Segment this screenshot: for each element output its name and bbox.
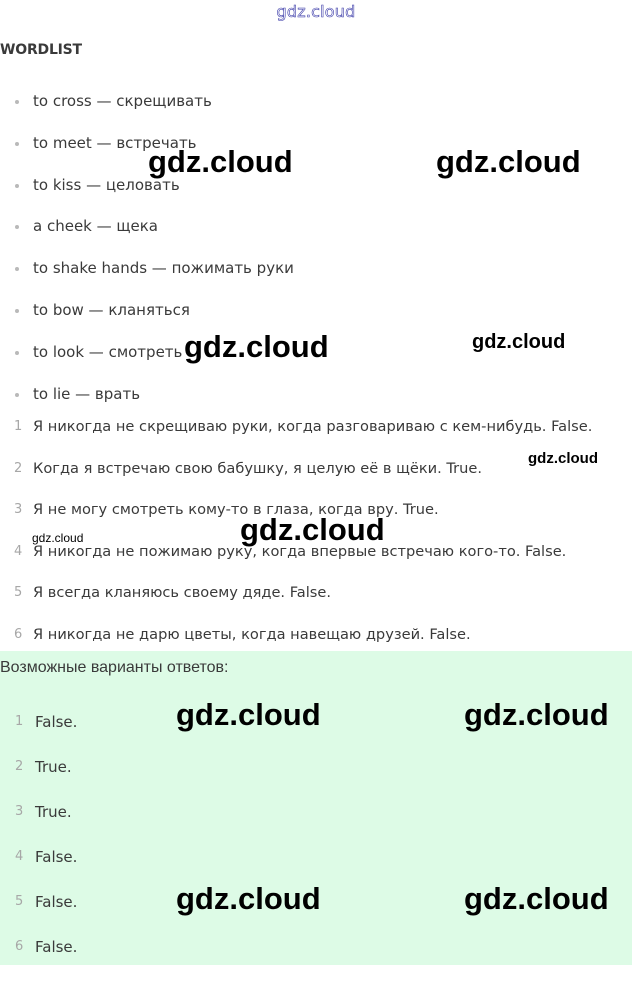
wordlist: [0, 90, 294, 424]
watermark-text: gdz.cloud: [184, 329, 329, 364]
answer-number: 4: [15, 849, 24, 864]
statement-number: 2: [14, 460, 23, 476]
word-item: [0, 174, 294, 216]
statement-number: 6: [14, 626, 23, 642]
answer-item: [0, 756, 77, 801]
bullet-icon: [15, 225, 19, 229]
statement-text: Я не могу смотреть кому-то в глаза, когда вру. True.: [33, 501, 439, 519]
answer-item: [0, 711, 77, 756]
word-item: [0, 257, 294, 299]
bullet-icon: [15, 309, 19, 313]
watermark-text: gdz.cloud: [148, 144, 293, 179]
answer-text: False.: [35, 938, 78, 956]
statement-item: [0, 458, 592, 500]
statement-text: Я всегда кланяюсь своему дяде. False.: [33, 584, 331, 602]
answer-text: False.: [35, 713, 78, 731]
bullet-icon: [15, 351, 19, 355]
answer-item: [0, 801, 77, 846]
word-item-text: to cross — скрещивать: [33, 92, 212, 110]
word-item-text: to shake hands — пожимать руки: [33, 259, 294, 278]
watermark-text: gdz.cloud: [240, 512, 385, 547]
watermark-text: gdz.cloud: [464, 881, 609, 916]
answer-item: [0, 936, 77, 981]
answer-number: 2: [15, 759, 24, 774]
answer-number: 5: [15, 894, 24, 909]
statement-item: [0, 582, 592, 624]
statement-text: Когда я встречаю свою бабушку, я целую её в щёки. True.: [33, 459, 483, 477]
bullet-icon: [15, 142, 19, 146]
statement-text: Я никогда не дарю цветы, когда навещаю друзей. False.: [33, 625, 471, 643]
watermark-text: gdz.cloud: [176, 881, 321, 916]
wordlist-title: WORDLIST: [0, 42, 82, 58]
bullet-icon: [15, 267, 19, 271]
word-item-text: to bow — кланяться: [33, 300, 190, 319]
word-item: [0, 90, 294, 132]
statement-number: 4: [14, 543, 23, 559]
watermark-text: gdz.cloud: [472, 331, 566, 353]
word-item-text: to kiss — целовать: [33, 175, 180, 194]
watermark-text: gdz.cloud: [464, 697, 609, 732]
statement-number: 5: [14, 585, 23, 601]
bullet-icon: [15, 100, 19, 104]
answer-text: True.: [35, 803, 72, 821]
answer-text: True.: [35, 758, 72, 776]
word-item-text: a cheek — щека: [33, 217, 159, 236]
answer-item: [0, 846, 77, 891]
word-item-text: to look — смотреть: [33, 342, 183, 361]
word-item-text: to meet — встречать: [33, 133, 197, 152]
statement-number: 3: [14, 502, 23, 518]
bullet-icon: [15, 393, 19, 397]
answer-number: 3: [15, 804, 24, 819]
word-item: [0, 215, 294, 257]
answer-text: False.: [35, 893, 78, 911]
answer-item: [0, 891, 77, 936]
site-logo[interactable]: gdz.cloud: [276, 2, 356, 21]
watermark-text: gdz.cloud: [32, 531, 84, 545]
statement-item: [0, 541, 592, 583]
word-item-text: to lie — врать: [33, 384, 141, 403]
answer-number: 1: [15, 714, 24, 729]
answer-text: False.: [35, 848, 78, 866]
answers-title: Возможные варианты ответов:: [0, 659, 229, 676]
bullet-icon: [15, 184, 19, 188]
statement-number: 1: [14, 419, 23, 434]
watermark-text: gdz.cloud: [528, 450, 598, 467]
statement-item: [0, 416, 592, 458]
watermark-text: gdz.cloud: [436, 144, 581, 179]
watermark-text: gdz.cloud: [176, 697, 321, 732]
statement-text: Я никогда не скрещиваю руки, когда разговариваю с кем-нибудь. False.: [33, 418, 593, 435]
answer-number: 6: [15, 939, 24, 954]
statement-text: Я никогда не пожимаю руку, когда впервые встречаю кого-то. False.: [33, 542, 567, 560]
answer-list: [0, 711, 77, 981]
